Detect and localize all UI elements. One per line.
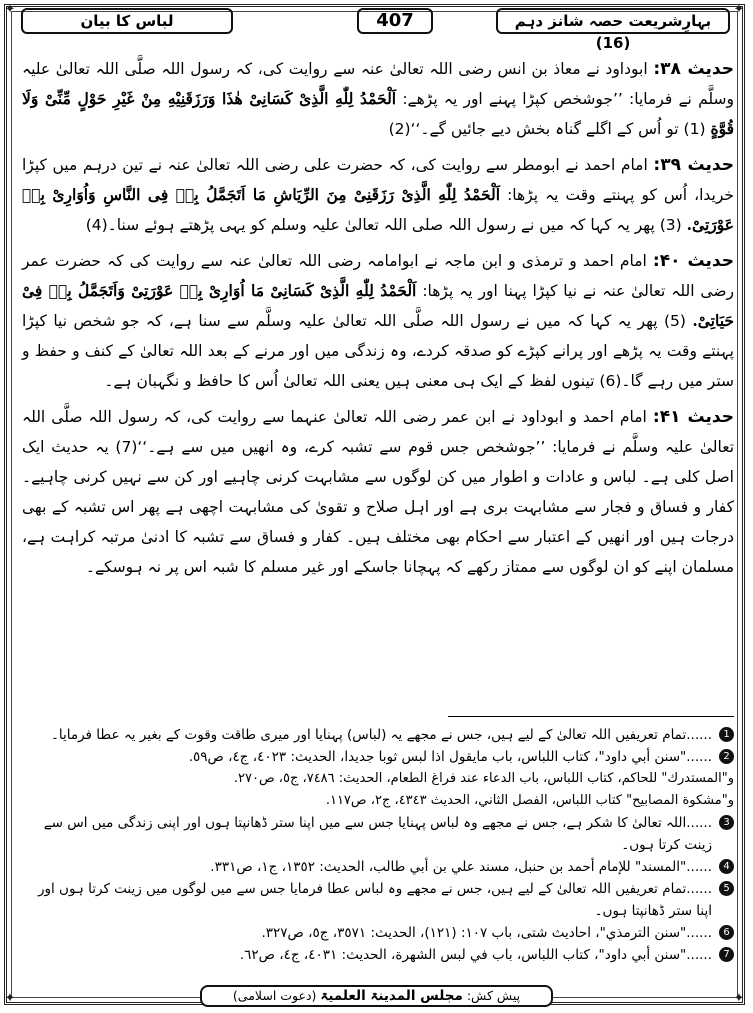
footnote-number: 5: [719, 881, 734, 896]
footnote-number: 2: [719, 749, 734, 764]
hadith-dua: اَلْحَمْدُ لِلّٰهِ الَّذِیْ کَسَانِیْ هٰذَا وَرَزَقَنِیْهِ مِنْ غَیْرِ حَوْلٍ مِّنِّیْ وَلَا قُوَّةٍ: [22, 89, 734, 138]
footnote-5: [22, 878, 734, 922]
footnote-number: 3: [719, 815, 734, 830]
hadith-41: [22, 402, 734, 582]
hadith-39: [22, 150, 734, 240]
footnote-text: ......"سنن أبي داود"، كتاب اللباس، باب في لبس الشهرة، الحديث: ٤٠٣١، ج٤، ص٦٢.: [239, 947, 712, 963]
hadith-label: حدیث ۴۱:: [652, 407, 734, 427]
footnote-text: و"مشكوة المصابيح" كتاب اللباس، الفصل الثاني، الحديث ٤٣٤٣، ج٢، ص١١٧.: [325, 793, 734, 808]
hadith-label: حدیث ۳۹:: [653, 155, 734, 175]
series-title: بہارِشریعت حصہ شانز دہم (16): [496, 8, 730, 34]
footnote-3: [22, 812, 734, 856]
page-number: 407: [357, 8, 433, 34]
footnote-2: [22, 746, 734, 768]
footnote-text: ......"سنن الترمذي"، احاديث شتى، باب ١٠٧: (١٢١)، الحديث: ٣٥٧١، ج٥، ص٣٢٧.: [261, 925, 712, 941]
page-header: [15, 4, 738, 52]
footnotes: [22, 724, 734, 966]
chapter-title: لباس کا بیان: [21, 8, 233, 34]
hadith-text: ابوداود نے معاذ بن انس رضی اللہ تعالیٰ عنہ سے روایت کی، کہ رسول اللہ صلَّی اللہ تعالیٰ علیہ وسلَّم نے فرمایا: ’’جوشخص کپڑا پہنے اور یہ پڑھے:: [22, 60, 734, 108]
hadith-text-after: (3) پھر یہ کہا کہ میں نے رسول اللہ صلی اللہ تعالیٰ علیہ وسلم کو یہی پڑھتے ہوئے سنا۔(4): [85, 216, 682, 234]
footnote-number: 6: [719, 925, 734, 940]
footer-suffix: (دعوت اسلامی): [232, 988, 317, 1003]
footer-prefix: پیش کش:: [466, 988, 521, 1003]
footnote-2-ref-c: [22, 790, 734, 812]
corner-ornament-icon: ✦: [4, 991, 16, 1006]
footnote-number: 1: [719, 727, 734, 742]
footnote-divider: [448, 716, 734, 717]
footnote-2-ref-b: [22, 768, 734, 790]
hadith-text: امام احمد نے ابومطر سے روایت کی، کہ حضرت علی رضی اللہ تعالیٰ عنہ نے تین درہم میں کپڑا خریدا، اُس کو پہنتے وقت یہ پڑھا:: [22, 156, 734, 204]
main-text: [22, 54, 734, 588]
corner-ornament-icon: ✦: [733, 991, 745, 1006]
footnote-text: و"المستدرك" للحاكم، كتاب اللباس، باب الدعاء عند فراغ الطعام، الحديث: ٧٤٨٦، ج٥، ص٢٧٠.: [233, 771, 734, 786]
footnote-7: [22, 944, 734, 966]
hadith-40: [22, 246, 734, 396]
hadith-dua: اَلْحَمْدُ لِلّٰهِ الَّذِیْ رَزَقَنِیْ مِنَ الرِّیَاشِ مَا اَتَجَمَّلُ بِهٖ فِی النَّاسِ وَاُوَارِیْ بِهٖ عَوْرَتِیْ.: [22, 185, 734, 234]
hadith-text: امام احمد و ابوداود نے ابن عمر رضی اللہ تعالیٰ عنہما سے روایت کی، کہ رسول اللہ صلَّی اللہ تعالیٰ علیہ وسلَّم نے فرمایا: ’’جوشخص جس قوم سے تشبہ کرے، وہ انھیں میں سے ہے۔‘‘(7) یہ حدیث ایک اصل کلی ہے۔ لباس و عادات و اطوار میں کن لوگوں سے مشابہت کرنی چاہیے اور کن سے نہیں کرنی چاہیے۔ کفار و فساق و فجار سے مشابہت بری ہے اور اہل صلاح و تقویٰ کی مشابہت اچھی ہے پھر اس تشبہ کے بھی درجات ہیں اور انھیں کے اعتبار سے احکام بھی مختلف ہیں۔ کفار و فساق سے تشبہ کا ادنیٰ مرتبہ کراہت ہے، مسلمان اپنے کو ان لوگوں سے ممتاز رکھے کہ پہچانا جاسکے اور غیر مسلم کا شبہ اس پر نہ ہوسکے۔: [22, 408, 735, 576]
hadith-38: [22, 54, 734, 144]
hadith-text: امام احمد و ترمذی و ابن ماجہ نے ابوامامہ رضی اللہ تعالیٰ عنہ سے روایت کی کہ حضرت عمر رضی اللہ تعالیٰ عنہ نے نیا کپڑا پہنا اور یہ پڑھا:: [22, 252, 734, 300]
corner-ornament-icon: ✦: [733, 2, 745, 17]
corner-ornament-icon: ✦: [4, 2, 16, 17]
footnote-text: ......اللہ تعالیٰ کا شکر ہے، جس نے مجھے وہ لباس پہنایا جس سے میں اپنا ستر ڈھانپتا ہوں اور اپنی زندگی میں اس سے زینت کرتا ہوں۔: [43, 815, 712, 853]
hadith-label: حدیث ۴۰:: [652, 251, 734, 271]
footnote-number: 7: [719, 947, 734, 962]
publisher-box: [200, 985, 553, 1007]
publisher-name: مجلس المدینۃ العلمیۃ: [320, 988, 463, 1004]
footnote-text: ......تمام تعریفیں اللہ تعالیٰ کے لیے ہیں، جس نے مجھے وہ لباس عطا فرمایا جس سے میں لوگوں میں زینت کرتا ہوں اور اپنا ستر ڈھانپتا ہوں۔: [37, 881, 712, 919]
footnote-6: [22, 922, 734, 944]
footnote-text: ......تمام تعریفیں اللہ تعالیٰ کے لیے ہیں، جس نے مجھے یہ (لباس) پہنایا اور میری طاقت وقوت کے بغیر یہ عطا فرمایا۔: [50, 727, 712, 743]
footnote-number: 4: [719, 859, 734, 874]
hadith-label: حدیث ۳۸:: [653, 59, 734, 79]
footnote-text: ......"المسند" للإمام أحمد بن حنبل، مسند علي بن أبي طالب، الحديث: ١٣٥٢، ج١، ص٣٣١.: [210, 859, 712, 875]
hadith-text-after: (1) تو اُس کے اگلے گناہ بخش دیے جائیں گے۔‘‘(2): [388, 120, 706, 138]
page-footer: [200, 985, 553, 1005]
footnote-text: ......"سنن أبي داود"، كتاب اللباس، باب مايقول اذا لبس ثوبا جديدا، الحديث: ٤٠٢٣، ج٤، ص٥٩.: [188, 749, 712, 765]
hadith-dua: اَلْحَمْدُ لِلّٰهِ الَّذِیْ کَسَانِیْ مَا اُوَارِیْ بِهٖ عَوْرَتِیْ وَاَتَجَمَّلُ بِهٖ فِیْ حَیَاتِیْ.: [22, 281, 734, 330]
hadith-text-after: (5) پھر یہ کہا کہ میں نے رسول اللہ صلَّی اللہ تعالیٰ علیہ وسلَّم سے سنا ہے، کہ جو شخص نیا کپڑا پہنتے وقت یہ پڑھے اور پرانے کپڑے کو صدقہ کردے، وہ زندگی میں اور مرنے کے بعد اللہ تعالیٰ کے کنف و حفظ و ستر میں رہے گا۔(6) تینوں لفظ کے ایک ہی معنی ہیں یعنی اللہ تعالیٰ اُس کا حافظ و نگہبان ہے۔: [22, 312, 734, 390]
footnote-1: [22, 724, 734, 746]
footnote-4: [22, 856, 734, 878]
